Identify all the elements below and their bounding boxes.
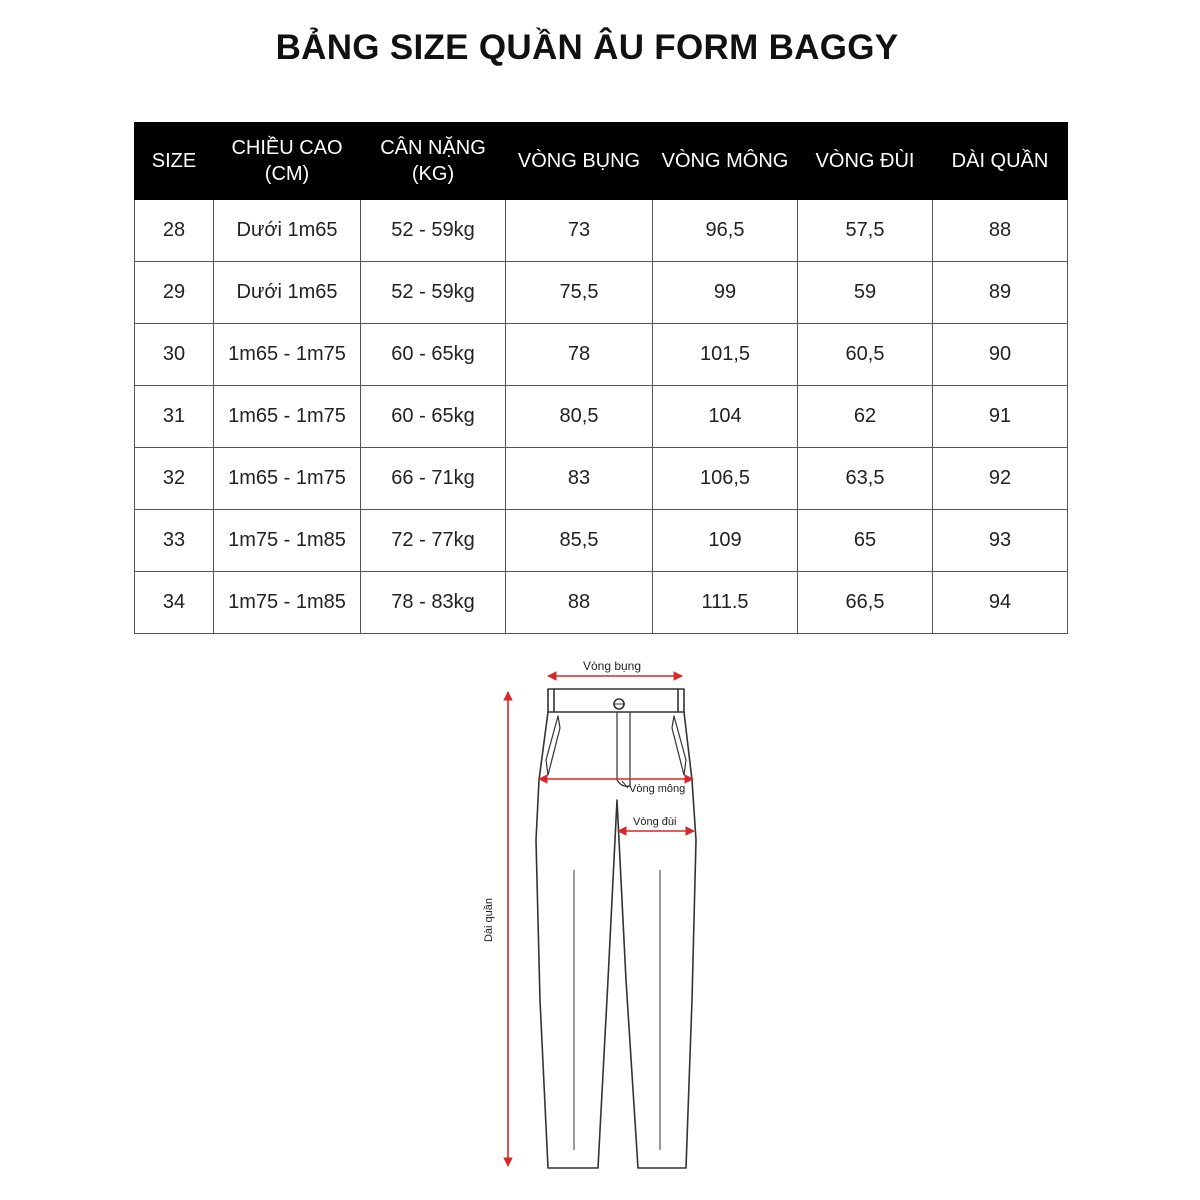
cell-hip: 96,5 bbox=[653, 200, 798, 262]
hip-label: Vòng mông bbox=[629, 783, 686, 795]
cell-thigh: 65 bbox=[798, 510, 933, 572]
thigh-label: Vòng đùi bbox=[633, 816, 677, 828]
page-title: BẢNG SIZE QUẦN ÂU FORM BAGGY bbox=[275, 28, 899, 67]
cell-size: 31 bbox=[135, 386, 214, 448]
cell-weight: 60 - 65kg bbox=[361, 324, 506, 386]
cell-size: 34 bbox=[135, 572, 214, 634]
cell-height: 1m75 - 1m85 bbox=[214, 572, 361, 634]
cell-thigh: 57,5 bbox=[798, 200, 933, 262]
header-height: CHIỀU CAO (CM) bbox=[214, 123, 361, 200]
length-label: Dài quần bbox=[483, 897, 495, 943]
cell-weight: 78 - 83kg bbox=[361, 572, 506, 634]
cell-length: 93 bbox=[933, 510, 1068, 572]
cell-hip: 109 bbox=[653, 510, 798, 572]
cell-thigh: 62 bbox=[798, 386, 933, 448]
cell-hip: 106,5 bbox=[653, 448, 798, 510]
trousers-outline bbox=[536, 712, 696, 1168]
cell-waist: 73 bbox=[506, 200, 653, 262]
cell-waist: 88 bbox=[506, 572, 653, 634]
cell-waist: 78 bbox=[506, 324, 653, 386]
cell-thigh: 66,5 bbox=[798, 572, 933, 634]
cell-size: 33 bbox=[135, 510, 214, 572]
trousers-icon bbox=[536, 689, 696, 1168]
cell-height: 1m75 - 1m85 bbox=[214, 510, 361, 572]
cell-length: 89 bbox=[933, 262, 1068, 324]
cell-thigh: 63,5 bbox=[798, 448, 933, 510]
cell-weight: 72 - 77kg bbox=[361, 510, 506, 572]
cell-height: 1m65 - 1m75 bbox=[214, 386, 361, 448]
cell-weight: 52 - 59kg bbox=[361, 200, 506, 262]
cell-size: 29 bbox=[135, 262, 214, 324]
cell-weight: 52 - 59kg bbox=[361, 262, 506, 324]
cell-size: 28 bbox=[135, 200, 214, 262]
cell-thigh: 60,5 bbox=[798, 324, 933, 386]
cell-length: 92 bbox=[933, 448, 1068, 510]
cell-height: 1m65 - 1m75 bbox=[214, 448, 361, 510]
header-thigh: VÒNG ĐÙI bbox=[798, 123, 933, 200]
cell-waist: 83 bbox=[506, 448, 653, 510]
cell-size: 30 bbox=[135, 324, 214, 386]
cell-hip: 104 bbox=[653, 386, 798, 448]
cell-height: Dưới 1m65 bbox=[214, 200, 361, 262]
cell-hip: 99 bbox=[653, 262, 798, 324]
cell-length: 90 bbox=[933, 324, 1068, 386]
cell-waist: 80,5 bbox=[506, 386, 653, 448]
header-weight: CÂN NẶNG (KG) bbox=[361, 123, 506, 200]
cell-thigh: 59 bbox=[798, 262, 933, 324]
cell-waist: 75,5 bbox=[506, 262, 653, 324]
cell-weight: 60 - 65kg bbox=[361, 386, 506, 448]
header-waist: VÒNG BỤNG bbox=[506, 123, 653, 200]
cell-height: 1m65 - 1m75 bbox=[214, 324, 361, 386]
waist-label: Vòng bụng bbox=[582, 659, 642, 673]
cell-hip: 101,5 bbox=[653, 324, 798, 386]
cell-length: 91 bbox=[933, 386, 1068, 448]
cell-length: 88 bbox=[933, 200, 1068, 262]
cell-hip: 111.5 bbox=[653, 572, 798, 634]
cell-waist: 85,5 bbox=[506, 510, 653, 572]
header-size: SIZE bbox=[135, 123, 214, 200]
cell-size: 32 bbox=[135, 448, 214, 510]
cell-weight: 66 - 71kg bbox=[361, 448, 506, 510]
header-length: DÀI QUẦN bbox=[933, 123, 1068, 200]
cell-length: 94 bbox=[933, 572, 1068, 634]
header-hip: VÒNG MÔNG bbox=[653, 123, 798, 200]
cell-height: Dưới 1m65 bbox=[214, 262, 361, 324]
